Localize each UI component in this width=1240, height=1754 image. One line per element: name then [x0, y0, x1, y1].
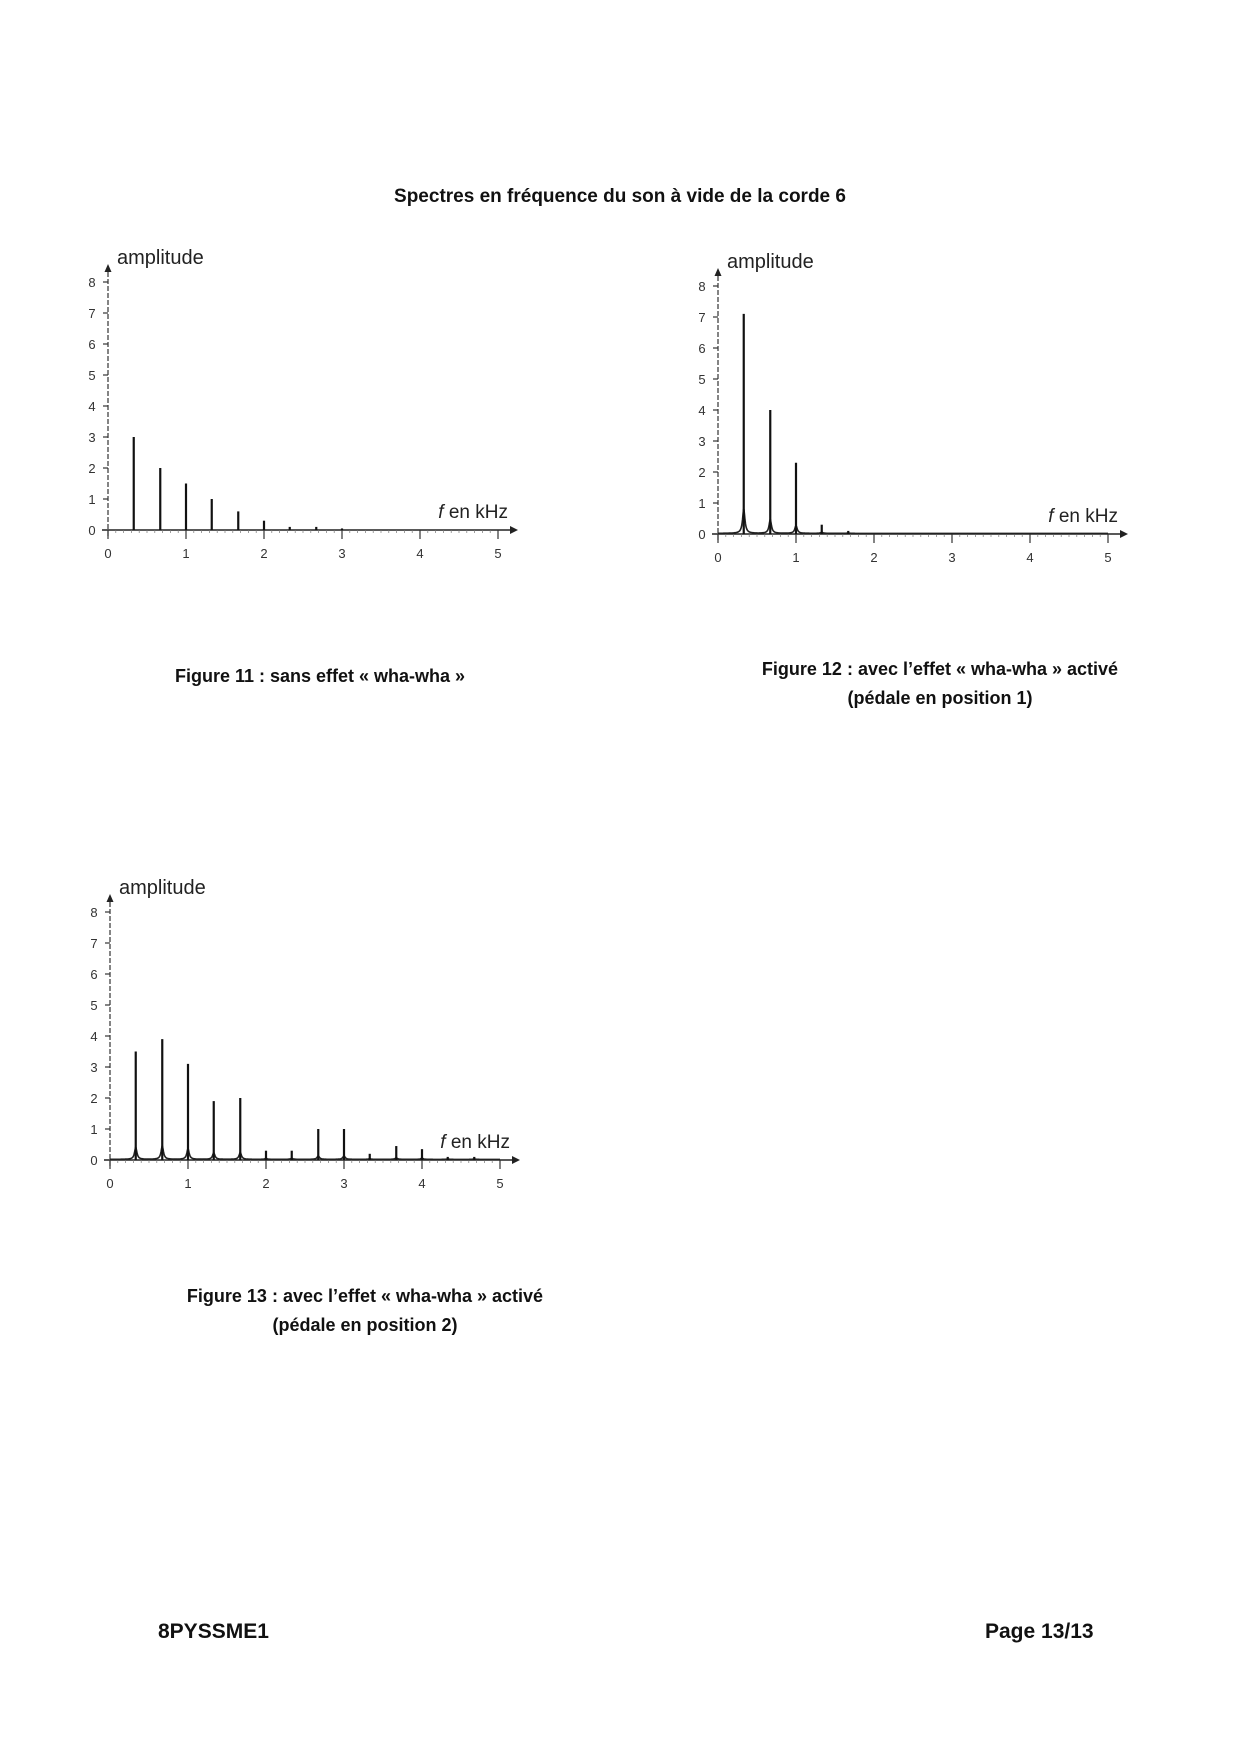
y-tick-label: 2 [698, 465, 706, 480]
x-tick-label: 3 [338, 546, 346, 561]
figure-13-caption-line-1: Figure 13 : avec l’effet « wha-wha » activé [186, 1286, 544, 1306]
y-tick-label: 7 [88, 306, 96, 321]
y-tick-label: 6 [90, 967, 98, 982]
y-tick-label: 0 [90, 1153, 98, 1168]
y-tick-label: 3 [88, 430, 96, 445]
figure-12-caption-line-2: (pédale en position 1) [847, 688, 1033, 708]
y-tick-label: 0 [698, 527, 706, 542]
y-axis-arrow [107, 894, 114, 902]
x-tick-label: 4 [418, 1176, 426, 1191]
figure-12-caption-line-1: Figure 12 : avec l’effet « wha-wha » activé [761, 659, 1119, 679]
x-tick-label: 3 [948, 550, 956, 565]
figure-12-caption [700, 655, 1180, 713]
y-axis-label: amplitude [727, 251, 814, 273]
y-tick-label: 6 [88, 337, 96, 352]
y-tick-label: 4 [698, 403, 706, 418]
y-tick-label: 0 [88, 523, 96, 538]
y-axis-label: amplitude [119, 877, 206, 899]
y-tick-label: 3 [698, 434, 706, 449]
y-tick-label: 4 [90, 1029, 98, 1044]
page-number: Page 13/13 [985, 1620, 1094, 1643]
x-tick-label: 0 [104, 546, 112, 561]
x-axis-label: f en kHz [1048, 506, 1118, 527]
y-tick-label: 7 [90, 936, 98, 951]
x-axis-arrow [512, 1156, 520, 1164]
x-axis-arrow [1120, 530, 1128, 538]
x-axis-label: f en kHz [440, 1132, 510, 1153]
y-tick-label: 6 [698, 341, 706, 356]
y-tick-label: 4 [88, 399, 96, 414]
page-title: Spectres en fréquence du son à vide de la corde 6 [394, 186, 846, 207]
x-tick-label: 5 [1104, 550, 1112, 565]
x-tick-label: 2 [260, 546, 268, 561]
x-tick-label: 5 [496, 1176, 504, 1191]
y-tick-label: 8 [698, 279, 706, 294]
y-axis-arrow [715, 268, 722, 276]
y-tick-label: 1 [698, 496, 706, 511]
x-tick-label: 1 [792, 550, 800, 565]
figure-13-caption-line-2: (pédale en position 2) [272, 1315, 458, 1335]
document-code: 8PYSSME1 [158, 1620, 269, 1643]
y-tick-label: 3 [90, 1060, 98, 1075]
y-tick-label: 7 [698, 310, 706, 325]
x-tick-label: 1 [182, 546, 190, 561]
spectrum-chart-figure-13 [82, 877, 582, 1272]
figure-11-caption-line-1: Figure 11 : sans effet « wha-wha » [174, 666, 466, 686]
y-tick-label: 2 [90, 1091, 98, 1106]
x-axis-arrow [510, 526, 518, 534]
x-tick-label: 5 [494, 546, 502, 561]
x-tick-label: 2 [262, 1176, 270, 1191]
x-tick-label: 3 [340, 1176, 348, 1191]
x-tick-label: 2 [870, 550, 878, 565]
y-axis-arrow [105, 264, 112, 272]
y-tick-label: 8 [90, 905, 98, 920]
spectrum-chart-figure-11 [80, 247, 580, 642]
y-axis-label: amplitude [117, 247, 204, 269]
y-tick-label: 1 [88, 492, 96, 507]
x-tick-label: 1 [184, 1176, 192, 1191]
x-tick-label: 4 [416, 546, 424, 561]
x-tick-label: 0 [714, 550, 722, 565]
x-tick-label: 4 [1026, 550, 1034, 565]
y-tick-label: 5 [90, 998, 98, 1013]
y-tick-label: 8 [88, 275, 96, 290]
spectrum-chart-figure-12 [690, 251, 1190, 646]
x-tick-label: 0 [106, 1176, 114, 1191]
figure-11-caption [110, 662, 530, 691]
figure-13-caption [130, 1282, 600, 1340]
y-tick-label: 5 [88, 368, 96, 383]
y-tick-label: 5 [698, 372, 706, 387]
x-axis-label: f en kHz [438, 502, 508, 523]
y-tick-label: 2 [88, 461, 96, 476]
y-tick-label: 1 [90, 1122, 98, 1137]
